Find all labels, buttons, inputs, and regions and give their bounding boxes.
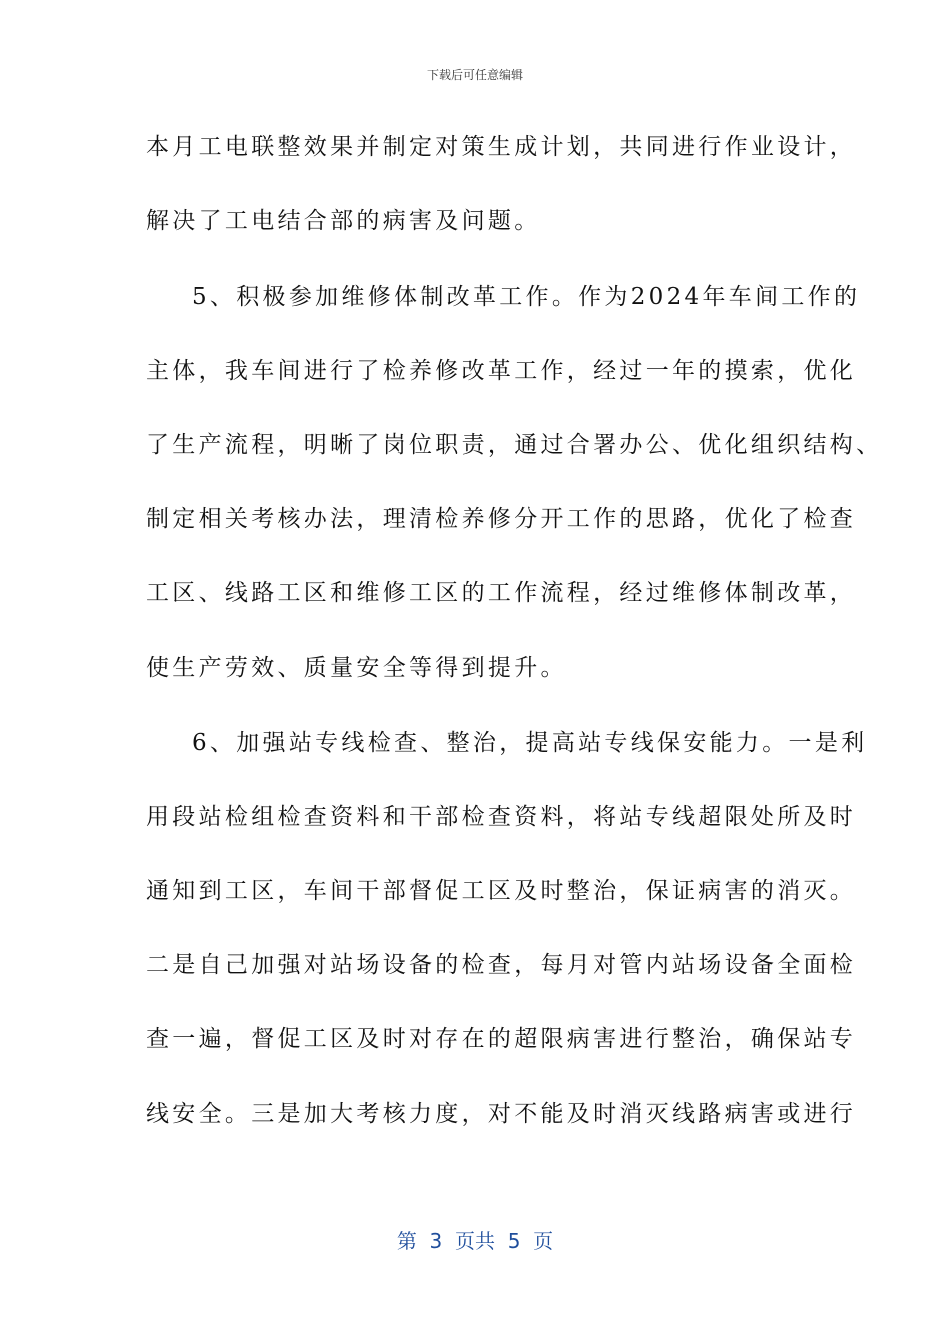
text-line: 主体，我车间进行了检养修改革工作，经过一年的摸索，优化	[146, 358, 857, 384]
page-header-note: 下载后可任意编辑	[426, 68, 523, 82]
text-line: 查一遍，督促工区及时对存在的超限病害进行整治，确保站专	[146, 1026, 857, 1052]
text-line: 工区、线路工区和维修工区的工作流程，经过维修体制改革，	[146, 580, 857, 606]
paragraph-6-start: 6、加强站专线检查、整治，提高站专线保安能力。一是利	[192, 730, 868, 756]
text-line: 线安全。三是加大考核力度，对不能及时消灭线路病害或进行	[146, 1101, 857, 1127]
text-line: 本月工电联整效果并制定对策生成计划，共同进行作业设计，	[146, 134, 857, 160]
text-line: 二是自己加强对站场设备的检查，每月对管内站场设备全面检	[146, 952, 857, 978]
text-line: 解决了工电结合部的病害及问题。	[146, 208, 541, 234]
text-line: 了生产流程，明晰了岗位职责，通过合署办公、优化组织结构、	[146, 432, 883, 458]
page-number-footer: 第 3 页共 5 页	[396, 1229, 554, 1253]
text-line: 通知到工区，车间干部督促工区及时整治，保证病害的消灭。	[146, 878, 857, 904]
text-line: 制定相关考核办法，理清检养修分开工作的思路，优化了检查	[146, 506, 857, 532]
paragraph-5-start: 5、积极参加维修体制改革工作。作为2024年车间工作的	[192, 284, 861, 310]
text-line: 使生产劳效、质量安全等得到提升。	[146, 655, 567, 681]
text-line: 用段站检组检查资料和干部检查资料，将站专线超限处所及时	[146, 804, 857, 830]
